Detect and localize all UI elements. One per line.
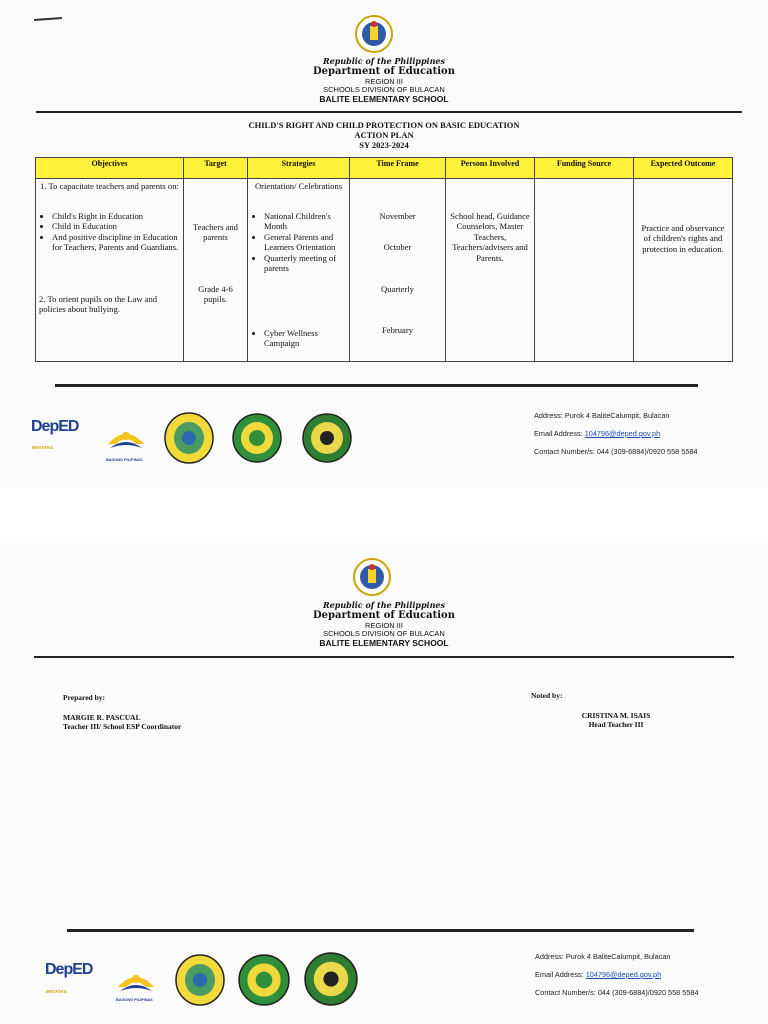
strategies-cell <box>248 179 350 362</box>
expected-outcome: Practice and observance of children's rights and protection in education. <box>641 223 725 254</box>
matatag-logo: MATATAG <box>46 989 68 994</box>
contact-value: 044 (309-6884)/0920 558 5584 <box>596 447 698 456</box>
objective-1: 1. To capacitate teachers and parents on: <box>40 181 179 191</box>
title-line-1: CHILD'S RIGHT AND CHILD PROTECTION ON BASIC EDUCATION <box>248 120 520 130</box>
objectives-cell <box>36 179 184 362</box>
funding-source-cell <box>535 179 634 362</box>
objective-1-bullets <box>39 211 180 253</box>
strategies-intro: Orientation/ Celebrations <box>254 181 343 191</box>
letterhead <box>0 601 768 649</box>
noted-by-block <box>560 711 672 729</box>
address-line <box>534 412 669 419</box>
header-time-frame: Time Frame <box>350 158 446 179</box>
school-line: BALITE ELEMENTARY SCHOOL <box>319 637 449 648</box>
contact-label: Contact Number/s: <box>535 988 596 997</box>
deped-logo-text: DepED <box>31 418 79 435</box>
contact-label: Contact Number/s: <box>534 447 595 456</box>
address-label: Address: <box>534 411 563 420</box>
email-line <box>535 971 661 978</box>
list-item: • Child in Education <box>52 221 180 231</box>
deped-logo-text: DepED <box>45 961 93 978</box>
objective-2: 2. To orient pupils on the Law and policies about bullying. <box>39 294 158 315</box>
letterhead <box>0 57 768 105</box>
list-item: • And positive discipline in Education for Teachers, Parents and Guardians. <box>52 232 180 253</box>
region-line: REGION III <box>365 620 403 630</box>
action-plan-table <box>35 157 733 362</box>
persons-involved-cell <box>446 179 535 362</box>
deped-logo <box>45 961 92 979</box>
strategies-list-2 <box>251 328 346 349</box>
bagong-pilipinas-label: BAGONG PILIPINAS <box>116 998 153 1002</box>
prepared-by-block <box>63 713 181 731</box>
noted-by-name: CRISTINA M. ISAIS <box>581 711 651 720</box>
division-line: SCHOOLS DIVISION OF BULACAN <box>323 629 445 639</box>
table-header-row <box>36 158 733 179</box>
department-line: Department of Education <box>313 610 455 622</box>
page-1 <box>0 0 768 487</box>
address-line <box>535 953 670 960</box>
prepared-by-title: Teacher III/ School ESP Coordinator <box>63 722 182 731</box>
address-value: Purok 4 BaliteCalumpit, Bulacan <box>564 411 670 420</box>
persons-involved: School head, Guidance Counselors, Master Teachers, Teachers/advisers and Parents. <box>450 211 530 263</box>
page-2 <box>0 543 768 1024</box>
bagong-pilipinas-label: BAGONG PILIPINAS <box>106 458 143 462</box>
strategies-list <box>251 211 346 274</box>
matatag-logo: MATATAG <box>32 445 54 450</box>
table-row <box>36 179 733 362</box>
header-rule <box>36 111 742 113</box>
title-line-2: ACTION PLAN <box>354 129 414 140</box>
email-line <box>534 430 660 437</box>
region-line: REGION III <box>365 76 403 86</box>
target-cell <box>184 179 248 362</box>
email-label: Email Address: <box>534 429 583 438</box>
target-2: Grade 4-6 pupils. <box>198 284 233 305</box>
contact-value: 044 (309-6884)/0920 558 5584 <box>597 988 699 997</box>
footer-rule <box>55 384 698 387</box>
bagong-pilipinas-icon <box>106 422 146 458</box>
esp-seal-icon <box>304 952 358 1006</box>
prepared-by-name: MARGIE R. PASCUAL <box>63 713 141 722</box>
list-item: • Child's Right in Education <box>52 211 180 221</box>
header-target: Target <box>184 158 248 179</box>
time-frame-1: November <box>379 211 416 221</box>
division-line: SCHOOLS DIVISION OF BULACAN <box>323 85 445 95</box>
time-frame-cell <box>350 179 446 362</box>
header-objectives: Objectives <box>36 158 184 179</box>
document-title <box>0 121 768 150</box>
time-frame-4: February <box>381 325 414 335</box>
target-1: Teachers and parents <box>193 222 238 243</box>
deped-logo <box>31 418 78 436</box>
list-item: • General Parents and Learners Orientation <box>264 232 346 253</box>
header-rule <box>34 656 734 658</box>
time-frame-3: Quarterly <box>381 284 414 294</box>
deped-seal-icon <box>354 14 394 54</box>
header-strategies: Strategies <box>248 158 350 179</box>
email-label: Email Address: <box>535 970 584 979</box>
list-item: • Quarterly meeting of parents <box>264 253 346 274</box>
prepared-by-label: Prepared by: <box>63 693 106 702</box>
school-line: BALITE ELEMENTARY SCHOOL <box>319 93 449 104</box>
division-seal-icon <box>164 412 214 464</box>
contact-line <box>534 448 698 455</box>
list-item: • Cyber Wellness Campaign <box>264 328 346 349</box>
email-link[interactable]: 104796@deped.gov.ph <box>584 429 661 438</box>
email-link[interactable]: 104796@deped.gov.ph <box>585 970 662 979</box>
header-persons-involved: Persons Involved <box>446 158 535 179</box>
title-line-3: SY 2023-2024 <box>359 139 409 150</box>
deped-seal-icon <box>352 557 392 597</box>
header-expected-outcome: Expected Outcome <box>634 158 733 179</box>
esp-seal-icon <box>302 413 352 463</box>
republic-line: Republic of the Philippines <box>322 600 445 610</box>
republic-line: Republic of the Philippines <box>322 56 445 66</box>
contact-line <box>535 989 699 996</box>
address-value: Purok 4 BaliteCalumpit, Bulacan <box>565 952 671 961</box>
noted-by-label: Noted by: <box>531 691 563 700</box>
time-frame-2: October <box>383 242 412 252</box>
pen-mark <box>34 17 62 21</box>
school-seal-icon <box>238 954 290 1006</box>
school-seal-icon <box>232 413 282 463</box>
footer-rule <box>67 929 694 932</box>
noted-by-title: Head Teacher III <box>588 720 644 729</box>
bagong-pilipinas-icon <box>116 965 156 1001</box>
division-seal-icon <box>174 954 226 1006</box>
expected-outcome-cell <box>634 179 733 362</box>
list-item: • National Children's Month <box>264 211 346 232</box>
header-funding-source: Funding Source <box>535 158 634 179</box>
department-line: Department of Education <box>313 66 455 78</box>
address-label: Address: <box>535 952 564 961</box>
